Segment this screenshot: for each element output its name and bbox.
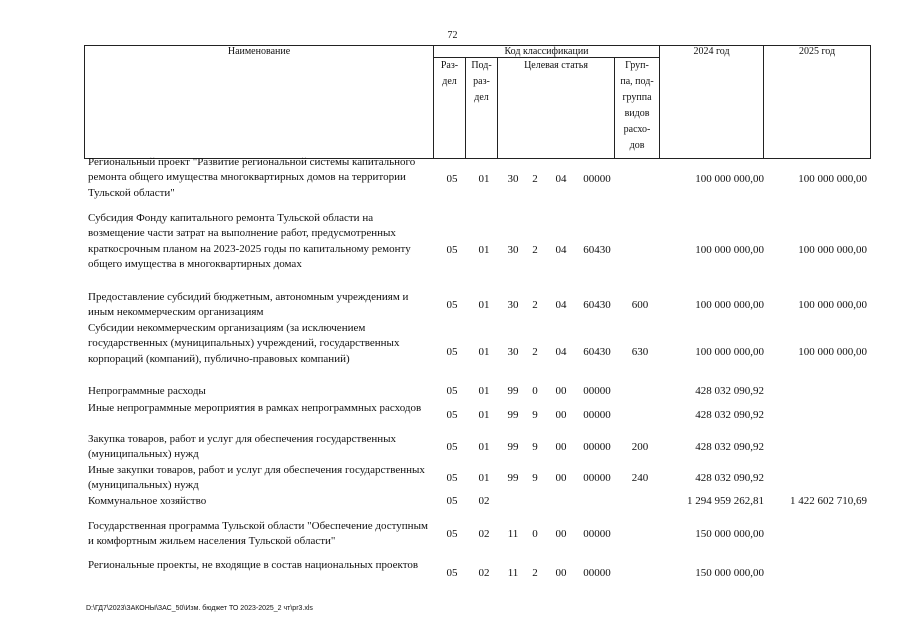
header-podrazdel: Под- раз- дел <box>466 58 498 159</box>
row-target-a: 30 <box>507 299 519 311</box>
row-target-a: 99 <box>507 472 519 484</box>
row-target-b: 2 <box>532 567 538 579</box>
row-podrazdel: 01 <box>478 173 490 185</box>
row-target-b: 0 <box>532 528 538 540</box>
row-name: Государственная программа Тульской области "Обеспечение доступным и комфортным жильем населения Тульской области" <box>88 520 428 548</box>
row-vid: 630 <box>631 346 649 358</box>
row-target-c: 00 <box>555 567 567 579</box>
row-target-a: 11 <box>507 567 519 579</box>
row-target-c: 04 <box>555 244 567 256</box>
header-razdel: Раз- дел <box>434 58 466 159</box>
row-target-d: 00000 <box>583 409 611 421</box>
row-razdel: 05 <box>446 173 458 185</box>
row-2024: 100 000 000,00 <box>695 173 764 185</box>
row-target-d: 60430 <box>583 346 611 358</box>
row-2025: 100 000 000,00 <box>798 244 867 256</box>
row-2024: 428 032 090,92 <box>695 472 764 484</box>
row-name: Непрограммные расходы <box>88 385 206 397</box>
row-target-b: 2 <box>532 244 538 256</box>
row-target-a: 99 <box>507 441 519 453</box>
row-podrazdel: 02 <box>478 495 490 507</box>
row-2024: 100 000 000,00 <box>695 299 764 311</box>
row-name: Коммунальное хозяйство <box>88 495 207 507</box>
row-target-c: 00 <box>555 472 567 484</box>
header-vid: Груп- па, под- группа видов расхо- дов <box>615 58 660 159</box>
row-name: Предоставление субсидий бюджетным, автономным учреждениям и иным некоммерческим организациям <box>88 291 409 319</box>
row-2025: 100 000 000,00 <box>798 299 867 311</box>
row-2024: 428 032 090,92 <box>695 441 764 453</box>
row-name: Субсидия Фонду капитального ремонта Тульской области на возмещение части затрат на выполнение работ, предусмотренных краткосрочным планом на 2023-2025 годы по капитальному ремонту общего имущества в многоквартирных домах <box>88 212 411 270</box>
row-target-d: 00000 <box>583 173 611 185</box>
row-target-d: 00000 <box>583 528 611 540</box>
row-2024: 100 000 000,00 <box>695 244 764 256</box>
row-razdel: 05 <box>446 244 458 256</box>
row-podrazdel: 01 <box>478 244 490 256</box>
row-podrazdel: 01 <box>478 441 490 453</box>
row-target-a: 30 <box>507 346 519 358</box>
row-vid: 200 <box>631 441 649 453</box>
row-target-c: 00 <box>555 528 567 540</box>
row-target-c: 00 <box>555 409 567 421</box>
header-2024: 2024 год <box>660 46 764 159</box>
row-target-b: 2 <box>532 173 538 185</box>
row-razdel: 05 <box>446 346 458 358</box>
row-target-b: 9 <box>532 441 538 453</box>
row-2024: 428 032 090,92 <box>695 385 764 397</box>
row-podrazdel: 01 <box>478 346 490 358</box>
row-target-d: 60430 <box>583 299 611 311</box>
row-2024: 100 000 000,00 <box>695 346 764 358</box>
row-podrazdel: 01 <box>478 472 490 484</box>
row-podrazdel: 01 <box>478 299 490 311</box>
row-razdel: 05 <box>446 472 458 484</box>
row-name: Региональный проект "Развитие региональной системы капитального ремонта общего имущества многоквартирных домов на территории Тульской области" <box>88 156 416 199</box>
page-number: 72 <box>447 30 458 41</box>
row-vid: 600 <box>631 299 649 311</box>
row-razdel: 05 <box>446 385 458 397</box>
row-target-d: 00000 <box>583 441 611 453</box>
row-target-a: 30 <box>507 173 519 185</box>
row-2024: 428 032 090,92 <box>695 409 764 421</box>
row-2025: 100 000 000,00 <box>798 173 867 185</box>
row-target-b: 2 <box>532 299 538 311</box>
row-razdel: 05 <box>446 409 458 421</box>
row-name: Иные непрограммные мероприятия в рамках непрограммных расходов <box>88 402 422 414</box>
row-target-b: 9 <box>532 472 538 484</box>
row-target-c: 00 <box>555 385 567 397</box>
row-razdel: 05 <box>446 567 458 579</box>
row-razdel: 05 <box>446 495 458 507</box>
row-target-c: 04 <box>555 346 567 358</box>
file-path-footer: D:\ГД7\2023\ЗАКОНЫ\ЗАС_50\Изм. бюджет ТО 2023-2025_2 чт\pr3.xls <box>86 605 313 612</box>
row-target-d: 00000 <box>583 472 611 484</box>
row-2024: 1 294 959 262,81 <box>687 495 764 507</box>
row-name: Региональные проекты, не входящие в состав национальных проектов <box>88 559 419 571</box>
header-name: Наименование <box>85 46 434 159</box>
row-2025: 1 422 602 710,69 <box>790 495 867 507</box>
row-podrazdel: 02 <box>478 528 490 540</box>
row-target-c: 04 <box>555 299 567 311</box>
row-target-a: 11 <box>507 528 519 540</box>
row-vid: 240 <box>631 472 649 484</box>
row-name: Иные закупки товаров, работ и услуг для обеспечения государственных (муниципальных) нужд <box>88 464 425 492</box>
row-podrazdel: 02 <box>478 567 490 579</box>
row-target-a: 99 <box>507 409 519 421</box>
row-target-c: 00 <box>555 441 567 453</box>
row-target-b: 0 <box>532 385 538 397</box>
row-podrazdel: 01 <box>478 409 490 421</box>
row-razdel: 05 <box>446 441 458 453</box>
row-2025: 100 000 000,00 <box>798 346 867 358</box>
header-code: Код классификации <box>434 46 660 58</box>
row-target-d: 60430 <box>583 244 611 256</box>
row-razdel: 05 <box>446 299 458 311</box>
row-target-a: 30 <box>507 244 519 256</box>
row-name: Закупка товаров, работ и услуг для обеспечения государственных (муниципальных) нужд <box>88 433 397 461</box>
row-podrazdel: 01 <box>478 385 490 397</box>
row-name: Субсидии некоммерческим организациям (за исключением государственных (муниципальных) учреждений, государственных корпораций (компаний), публично-правовых компаний) <box>88 322 400 365</box>
header-2025: 2025 год <box>764 46 871 159</box>
header-target: Целевая статья <box>498 58 615 159</box>
row-target-a: 99 <box>507 385 519 397</box>
row-razdel: 05 <box>446 528 458 540</box>
row-target-b: 9 <box>532 409 538 421</box>
row-2024: 150 000 000,00 <box>695 567 764 579</box>
row-2024: 150 000 000,00 <box>695 528 764 540</box>
row-target-d: 00000 <box>583 385 611 397</box>
row-target-d: 00000 <box>583 567 611 579</box>
row-target-c: 04 <box>555 173 567 185</box>
row-target-b: 2 <box>532 346 538 358</box>
